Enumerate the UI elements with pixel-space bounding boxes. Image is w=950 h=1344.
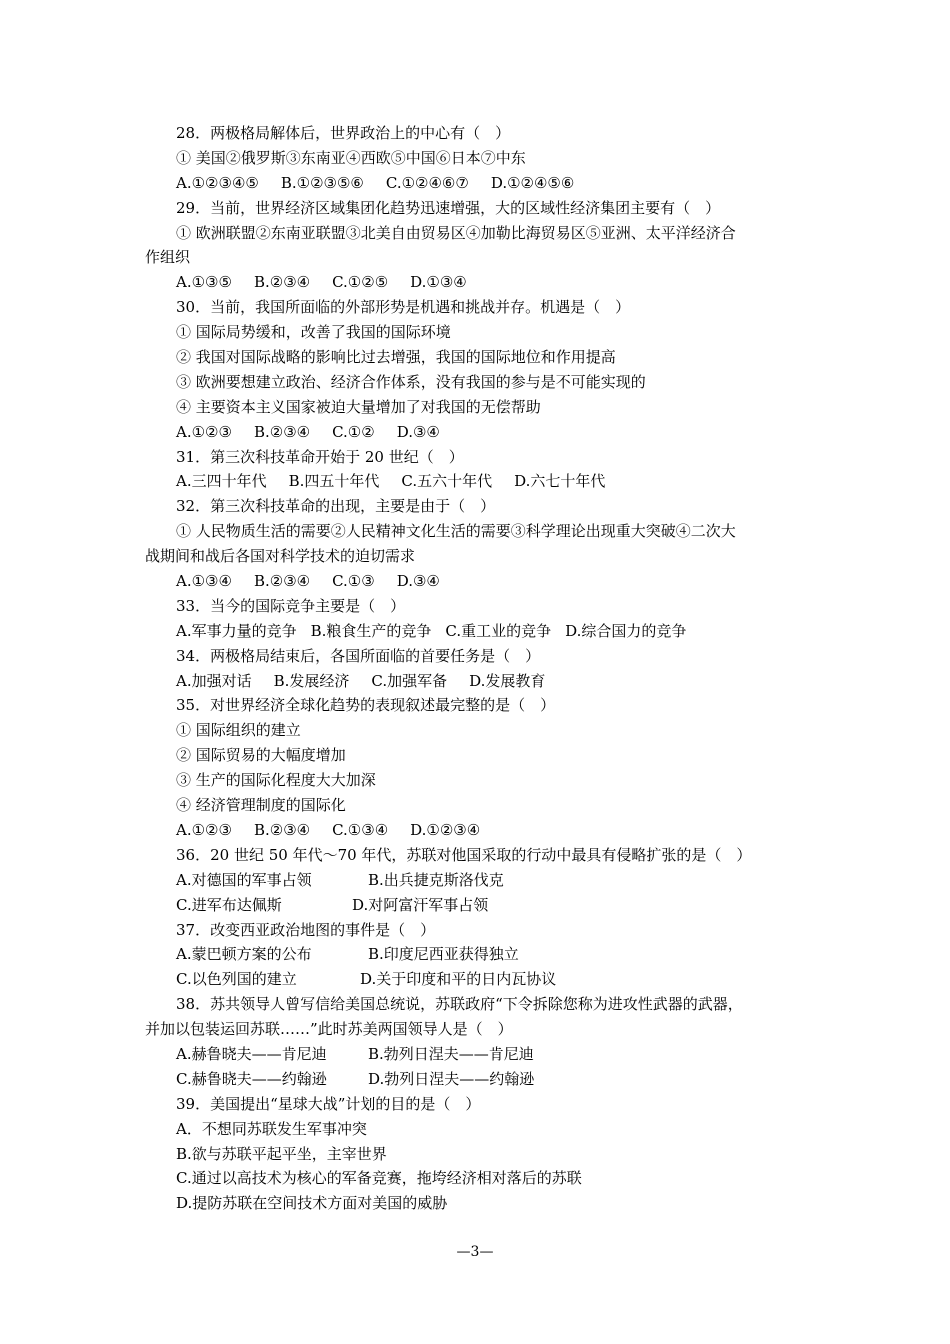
- option-b: B.出兵捷克斯洛伐克: [368, 870, 504, 889]
- question-stem: 20 世纪 50 年代～70 年代，苏联对他国采取的行动中最具有侵略扩张的是（ ）: [210, 845, 752, 864]
- option-c: C.五六十年代: [401, 472, 493, 491]
- question-29: [145, 196, 810, 221]
- item-line: ③ 欧洲要想建立政治、经济合作体系，没有我国的参与是不可能实现的: [176, 372, 646, 391]
- question-stem: 苏共领导人曾写信给美国总统说，苏联政府“下令拆除您称为进攻性武器的武器，: [210, 995, 743, 1014]
- option-b: B.发展经济: [273, 671, 350, 690]
- options-28: [145, 171, 810, 196]
- question-stem: 第三次科技革命的出现，主要是由于（ ）: [210, 497, 496, 516]
- option-d: D.①②③④: [410, 820, 481, 839]
- option-c: C.①②④⑥⑦: [385, 173, 469, 192]
- option-a: A.赫鲁晓夫——肯尼迪: [176, 1044, 327, 1063]
- option-d: D.提防苏联在空间技术方面对美国的威胁: [176, 1194, 448, 1213]
- option-c: C.①②⑤: [332, 273, 389, 292]
- option-d: D.③④: [396, 422, 440, 441]
- option-b: B.②③④: [253, 572, 311, 591]
- item-line: ② 我国对国际战略的影响比过去增强，我国的国际地位和作用提高: [176, 348, 616, 367]
- option-c: C.重工业的竞争: [445, 621, 552, 640]
- question-28: [145, 121, 810, 146]
- option-c: C.加强军备: [371, 671, 448, 690]
- options-31: [145, 469, 810, 494]
- option-d: D.关于印度和平的日内瓦协议: [360, 970, 557, 989]
- question-number: 38．: [176, 995, 211, 1014]
- item-line-wrap: 战期间和战后各国对科学技术的迫切需求: [145, 547, 416, 566]
- item-line: ① 国际局势缓和，改善了我国的国际环境: [176, 323, 451, 342]
- item-line: ④ 主要资本主义国家被迫大量增加了对我国的无偿帮助: [176, 397, 541, 416]
- options-36-row1: [145, 868, 810, 893]
- options-36-row2: [145, 893, 810, 918]
- question-stem: 两极格局解体后，世界政治上的中心有（ ）: [210, 124, 511, 142]
- question-stem: 当前，世界经济区域集团化趋势迅速增强，大的区域性经济集团主要有（ ）: [210, 198, 721, 217]
- item-line: ① 欧洲联盟②东南亚联盟③北美自由贸易区④加勒比海贸易区⑤亚洲、太平洋经济合: [176, 223, 736, 242]
- options-30: [145, 420, 810, 445]
- item-line: ① 国际组织的建立: [176, 721, 301, 740]
- question-37: [145, 918, 810, 943]
- question-number: 32．: [176, 497, 211, 516]
- question-39: [145, 1092, 810, 1117]
- option-d: D.勃列日涅夫——约翰逊: [368, 1069, 535, 1088]
- item-line: ③ 生产的国际化程度大大加深: [176, 771, 376, 790]
- option-a: A.三四十年代: [176, 472, 267, 491]
- question-number: 37．: [176, 920, 211, 939]
- question-number: 39．: [176, 1094, 211, 1113]
- question-stem: 改变西亚政治地图的事件是（ ）: [210, 920, 436, 939]
- option-b: B.粮食生产的竞争: [310, 621, 432, 640]
- question-number: 34．: [176, 646, 211, 665]
- option-a: A.①②③④⑤: [176, 173, 259, 192]
- option-a: A.军事力量的竞争: [176, 621, 297, 640]
- options-38-row1: [145, 1042, 810, 1067]
- option-c: C.①③④: [332, 820, 389, 839]
- option-c: C.通过以高技术为核心的军备竞赛，拖垮经济相对落后的苏联: [176, 1169, 582, 1188]
- question-33: [145, 594, 810, 619]
- question-32: [145, 494, 810, 519]
- question-31: [145, 445, 810, 470]
- question-stem: 当前，我国所面临的外部形势是机遇和挑战并存。机遇是（ ）: [210, 298, 631, 317]
- question-stem: 美国提出“星球大战”计划的目的是（ ）: [210, 1094, 481, 1113]
- option-c: C.以色列国的建立: [176, 970, 297, 989]
- option-c: C.赫鲁晓夫——约翰逊: [176, 1069, 327, 1088]
- option-a: A.①③⑤: [176, 273, 232, 292]
- option-c: C.①②: [332, 422, 375, 441]
- item-line: ② 国际贸易的大幅度增加: [176, 746, 346, 765]
- option-a: A.①②③: [176, 422, 232, 441]
- option-d: D.六七十年代: [514, 472, 606, 491]
- question-36: [145, 843, 810, 868]
- option-b: B.四五十年代: [288, 472, 380, 491]
- question-number: 29．: [176, 198, 211, 217]
- question-number: 36．: [176, 845, 211, 864]
- option-a: A.①②③: [176, 820, 232, 839]
- question-38: [145, 992, 810, 1017]
- option-a: A.①③④: [176, 572, 232, 591]
- options-29: [145, 270, 810, 295]
- question-38-continued: 并加以包装运回苏联……”此时苏美两国领导人是（ ）: [145, 1020, 513, 1039]
- option-c: C.进军布达佩斯: [176, 895, 282, 914]
- option-a: A.加强对话: [176, 671, 252, 690]
- question-34: [145, 644, 810, 669]
- item-line: ④ 经济管理制度的国际化: [176, 796, 346, 815]
- options-34: [145, 669, 810, 694]
- question-number: 35．: [176, 696, 211, 715]
- item-line: ① 美国②俄罗斯③东南亚④西欧⑤中国⑥日本⑦中东: [176, 148, 526, 167]
- options-33: [145, 619, 810, 644]
- item-line: ① 人民物质生活的需要②人民精神文化生活的需要③科学理论出现重大突破④二次大: [176, 522, 736, 541]
- option-a: A.蒙巴顿方案的公布: [176, 945, 312, 964]
- page-number: —3—: [456, 1244, 494, 1260]
- option-b: B.②③④: [253, 820, 311, 839]
- question-stem: 当今的国际竞争主要是（ ）: [210, 596, 406, 615]
- question-stem: 对世界经济全球化趋势的表现叙述最完整的是（ ）: [210, 696, 556, 715]
- question-30: [145, 295, 810, 320]
- options-32: [145, 569, 810, 594]
- question-number: 30．: [176, 298, 211, 317]
- question-stem: 两极格局结束后，各国所面临的首要任务是（ ）: [210, 646, 541, 665]
- option-d: D.综合国力的竞争: [565, 621, 687, 640]
- option-b: B.②③④: [253, 422, 311, 441]
- options-38-row2: [145, 1067, 810, 1092]
- question-35: [145, 693, 810, 718]
- option-a: A．不想同苏联发生军事冲突: [176, 1119, 367, 1138]
- option-d: D.①③④: [410, 273, 467, 292]
- option-d: D.对阿富汗军事占领: [352, 895, 489, 914]
- options-35: [145, 818, 810, 843]
- option-b: B.印度尼西亚获得独立: [368, 945, 519, 964]
- option-a: A.对德国的军事占领: [176, 870, 312, 889]
- options-37-row2: [145, 967, 810, 992]
- question-number: 31．: [176, 447, 211, 466]
- question-number: 33．: [176, 596, 211, 615]
- option-b: B.②③④: [253, 273, 311, 292]
- option-b: B.欲与苏联平起平坐，主宰世界: [176, 1144, 387, 1163]
- item-line-wrap: 作组织: [145, 248, 191, 267]
- question-stem: 第三次科技革命开始于 20 世纪（ ）: [210, 447, 464, 466]
- question-number: 28．: [176, 124, 211, 142]
- question-list: [145, 121, 810, 1216]
- option-d: D.③④: [396, 572, 440, 591]
- options-37-row1: [145, 942, 810, 967]
- option-b: B.①②③⑤⑥: [280, 173, 364, 192]
- option-d: D.发展教育: [469, 671, 546, 690]
- option-d: D.①②④⑤⑥: [490, 173, 575, 192]
- option-c: C.①③: [332, 572, 375, 591]
- option-b: B.勃列日涅夫——肯尼迪: [368, 1044, 534, 1063]
